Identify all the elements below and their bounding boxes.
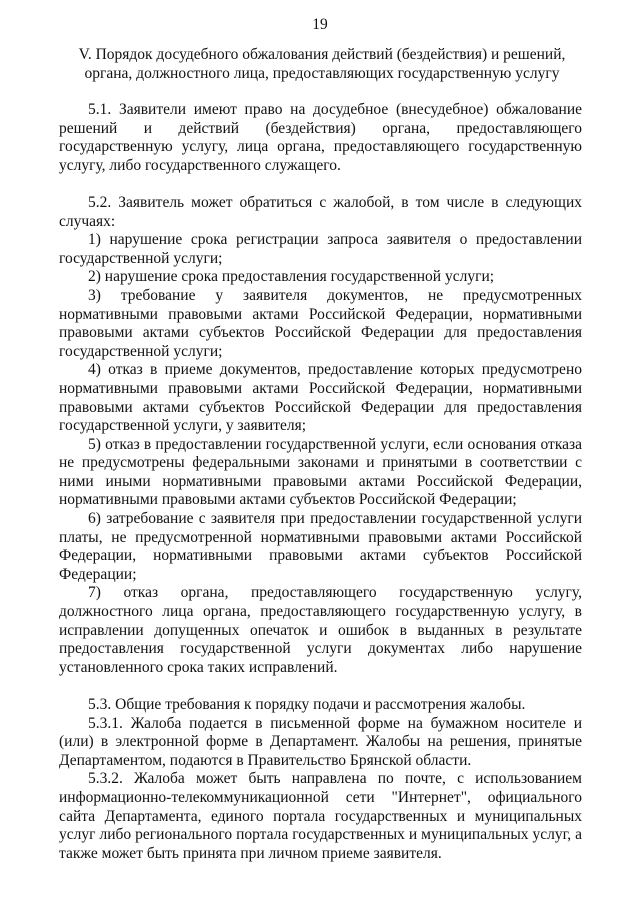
document-body <box>59 101 582 863</box>
page-number: 19 <box>312 16 328 33</box>
list-item-3: 3) требование у заявителя документов, не предусмотренных нормативными правовыми актами Российской Федерации, нормативными правовыми актами субъектов Российской Федерации для предоставления государственной услуги; <box>59 286 582 360</box>
list-item-1: 1) нарушение срока регистрации запроса заявителя о предоставлении государственной услуги; <box>59 231 582 267</box>
list-item-4: 4) отказ в приеме документов, предоставление которых предусмотрено нормативными правовыми актами Российской Федерации, нормативными правовыми актами субъектов Российской Федерации для предоставления государственной услуги, у заявителя; <box>59 361 582 435</box>
paragraph-5-3: 5.3. Общие требования к порядку подачи и рассмотрения жалобы. <box>88 696 526 713</box>
paragraph-5-3-2: 5.3.2. Жалоба может быть направлена по почте, с использованием информационно-телекоммуникационной сети "Интернет", официального сайта Департамента, единого портала государственных и муниципальных услуг либо регионального портала государственных и муниципальных услуг, а также может быть принята при личном приеме заявителя. <box>59 770 582 862</box>
list-item-2: 2) нарушение срока предоставления государственной услуги; <box>88 268 495 286</box>
list-item-7: 7) отказ органа, предоставляющего государственную услугу, должностного лица органа, предоставляющего государственную услугу, в исправлении допущенных опечаток и ошибок в выданных в результате предоставления государственной услуги документах либо нарушение установленного срока таких исправлений. <box>59 584 582 676</box>
list-item-5: 5) отказ в предоставлении государственной услуги, если основания отказа не предусмотрены федеральными законами и принятыми в соответствии с ними иными нормативными правовыми актами Российской Федерации, нормативными правовыми актами субъектов Российской Федерации; <box>59 435 582 509</box>
paragraph-5-2: 5.2. Заявитель может обратиться с жалобой, в том числе в следующих случаях: <box>59 193 582 230</box>
section-title: V. Порядок досудебного обжалования действий (бездействия) и решений, органа, должностного лица, предоставляющих государственную услугу <box>78 46 566 82</box>
paragraph-5-1: 5.1. Заявители имеют право на досудебное (внесудебное) обжалование решений и действий (бездействия) органа, предоставляющего государственную услугу, лица органа, предоставляющего государственную услугу, либо государственного служащего. <box>59 101 582 174</box>
list-item-6: 6) затребование с заявителя при предоставлении государственной услуги платы, не предусмотренной нормативными правовыми актами Российской Федерации, нормативными правовыми актами субъектов Российской Федерации; <box>59 510 582 583</box>
paragraph-5-3-1: 5.3.1. Жалоба подается в письменной форме на бумажном носителе и (или) в электронной форме в Департамент. Жалобы на решения, принятые Департаментом, подаются в Правительство Брянской области. <box>59 714 582 769</box>
